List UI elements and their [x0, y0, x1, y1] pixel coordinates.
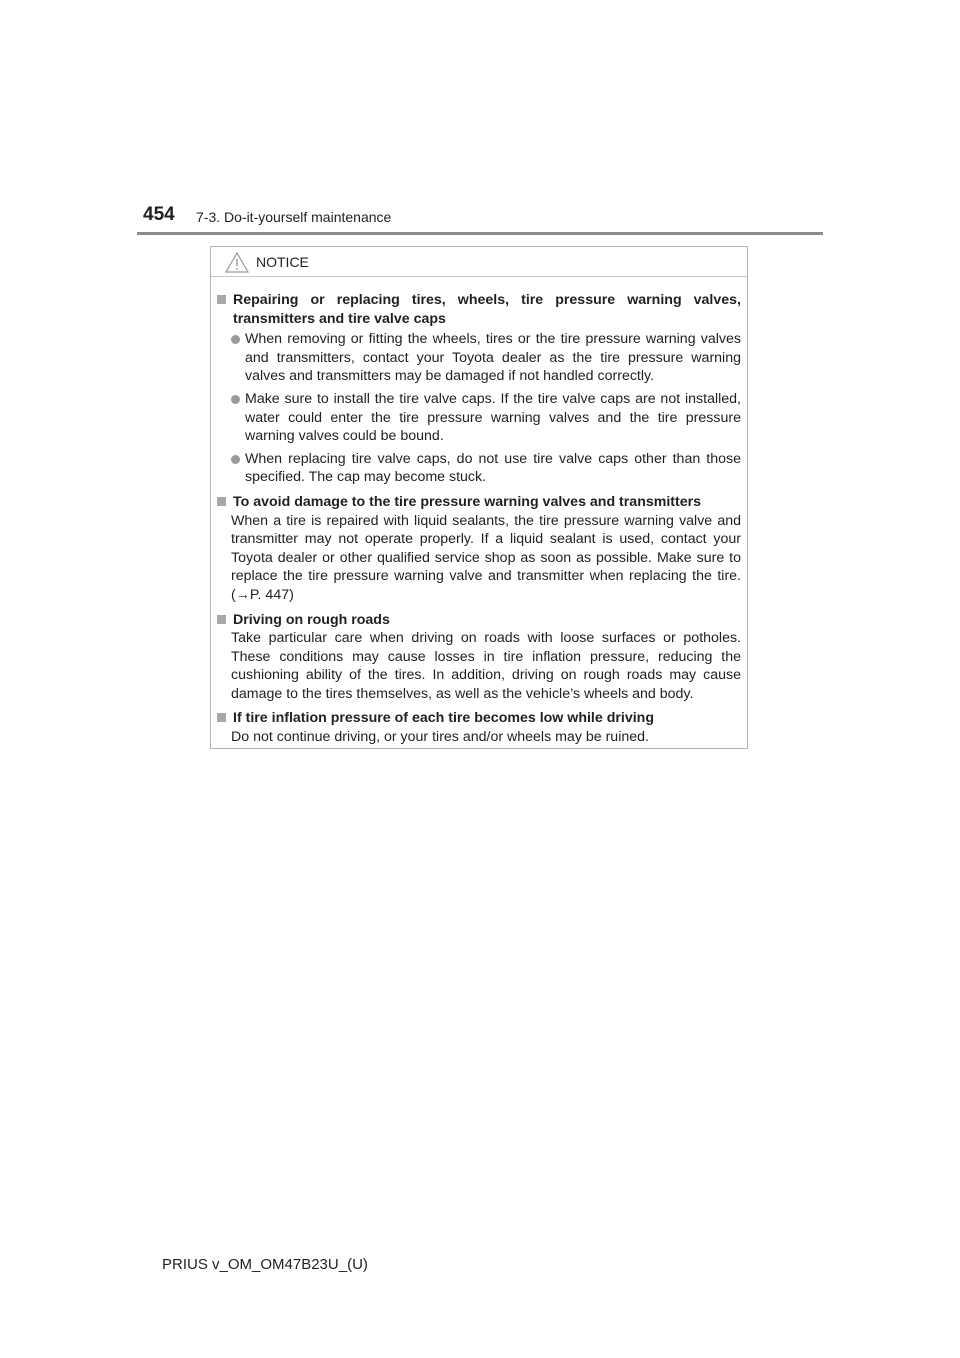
square-bullet-icon	[217, 497, 229, 506]
section-body: When a tire is repaired with liquid sealants, the tire pressure warning valve and transmitter may not operate properly. If a liquid sealant is used, contact your Toyota dealer or other qualified service shop as soon as possible. Make sure to replace the tire pressure warning valve and transmitter when replacing the tire. (→P. 447)	[231, 512, 741, 603]
list-item: When removing or fitting the wheels, tires or the tire pressure warning valves and transmitters, contact your Toyota dealer as the tire pressure warning valves and transmitters may be damaged if not handled correctly.	[231, 330, 741, 386]
section-heading: To avoid damage to the tire pressure warning valves and transmitters	[217, 493, 741, 512]
notice-label: NOTICE	[256, 254, 309, 270]
notice-section	[217, 291, 741, 487]
section-heading: Repairing or replacing tires, wheels, tire pressure warning valves, transmitters and tire valve caps	[217, 291, 741, 328]
section-heading: If tire inflation pressure of each tire becomes low while driving	[217, 709, 741, 728]
header-rule	[137, 232, 823, 235]
circle-bullet-icon	[231, 330, 245, 340]
notice-section	[217, 493, 741, 605]
document-code: PRIUS v_OM_OM47B23U_(U)	[162, 1256, 368, 1273]
notice-box	[210, 246, 748, 749]
square-bullet-icon	[217, 615, 229, 624]
notice-section	[217, 611, 741, 704]
section-title: 7-3. Do-it-yourself maintenance	[196, 209, 392, 225]
list-item: When replacing tire valve caps, do not use tire valve caps other than those specified. The cap may become stuck.	[231, 450, 741, 487]
warning-triangle-icon	[225, 252, 249, 273]
section-body: Do not continue driving, or your tires and/or wheels may be ruined.	[231, 729, 649, 746]
notice-header	[211, 247, 747, 277]
page-number: 454	[143, 204, 175, 225]
square-bullet-icon	[217, 713, 229, 722]
circle-bullet-icon	[231, 450, 245, 460]
notice-content	[211, 277, 747, 747]
list-item: Make sure to install the tire valve caps. If the tire valve caps are not installed, water could enter the tire pressure warning valves and the tire pressure warning valves could be bound.	[231, 390, 741, 446]
section-heading: Driving on rough roads	[217, 611, 741, 630]
section-body: Take particular care when driving on roads with loose surfaces or potholes. These conditions may cause losses in tire inflation pressure, reducing the cushioning ability of the tires. In addition, driving on rough roads may cause damage to the tires themselves, as well as the vehicle’s wheels and body.	[231, 630, 741, 702]
circle-bullet-icon	[231, 390, 245, 400]
section-bullets	[231, 330, 741, 487]
square-bullet-icon	[217, 295, 229, 304]
notice-section	[217, 709, 741, 746]
